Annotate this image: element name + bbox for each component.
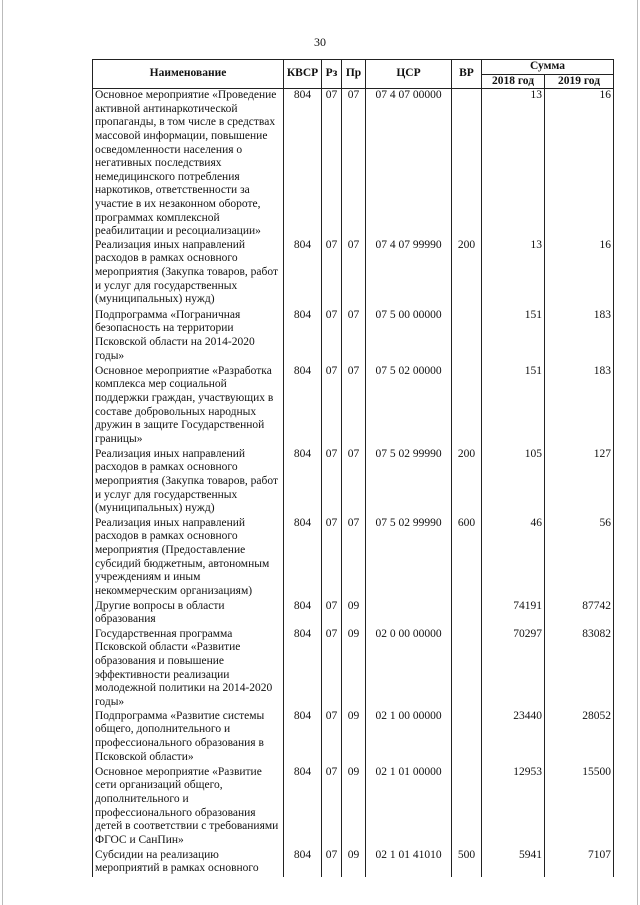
row-rz: 07 — [322, 239, 342, 309]
row-kvsr: 804 — [284, 628, 322, 710]
row-csr: 07 5 00 00000 — [366, 309, 452, 365]
header-rz: Рз — [322, 60, 342, 89]
row-2019: 15500 — [545, 766, 614, 849]
row-pr: 07 — [342, 89, 366, 239]
row-vr: 200 — [452, 239, 482, 309]
row-kvsr: 804 — [284, 849, 322, 877]
header-kvsr: КВСР — [284, 60, 322, 89]
row-2019: 28052 — [545, 710, 614, 766]
row-2019: 16 — [545, 239, 614, 309]
row-csr: 02 0 00 00000 — [366, 628, 452, 710]
row-2019: 56 — [545, 517, 614, 600]
row-kvsr: 804 — [284, 89, 322, 239]
row-2019: 183 — [545, 309, 614, 365]
row-kvsr: 804 — [284, 448, 322, 517]
budget-table — [92, 59, 614, 877]
row-kvsr: 804 — [284, 239, 322, 309]
row-name: Государственная программа Псковской области «Развитие образования и повышение эффективности реализации молодежной политики на 2014-2020 годы» — [93, 628, 284, 710]
row-name: Основное мероприятие «Развитие сети организаций общего, дополнительного и профессионального образования детей в соответствии с требованиями ФГОС и СанПин» — [93, 766, 284, 849]
row-vr — [452, 628, 482, 710]
table-row — [93, 89, 614, 239]
row-2018: 5941 — [482, 849, 545, 877]
row-2018: 70297 — [482, 628, 545, 710]
table-body — [93, 89, 614, 877]
row-2019: 127 — [545, 448, 614, 517]
row-vr: 600 — [452, 517, 482, 600]
row-rz: 07 — [322, 710, 342, 766]
row-csr: 07 5 02 99990 — [366, 517, 452, 600]
row-kvsr: 804 — [284, 600, 322, 628]
row-2018: 23440 — [482, 710, 545, 766]
page-number: 30 — [314, 35, 326, 49]
row-name: Основное мероприятие «Разработка комплекса мер социальной поддержки граждан, участвующих в составе добровольных народных дружин в защите Государственной границы» — [93, 365, 284, 448]
header-name: Наименование — [93, 60, 284, 89]
row-2018: 13 — [482, 89, 545, 239]
row-name: Подпрограмма «Пограничная безопасность на территории Псковской области на 2014-2020 годы» — [93, 309, 284, 365]
row-name: Подпрограмма «Развитие системы общего, дополнительного и профессионального образования в Псковской области» — [93, 710, 284, 766]
table-row — [93, 309, 614, 365]
row-name: Реализация иных направлений расходов в рамках основного мероприятия (Предоставление субсидий бюджетным, автономным учреждениям и иным некоммерческим организациям) — [93, 517, 284, 600]
row-2018: 74191 — [482, 600, 545, 628]
row-rz: 07 — [322, 766, 342, 849]
row-rz: 07 — [322, 309, 342, 365]
table-row — [93, 365, 614, 448]
row-kvsr: 804 — [284, 710, 322, 766]
row-vr — [452, 710, 482, 766]
header-2018: 2018 год — [482, 74, 545, 89]
row-name: Субсидии на реализацию мероприятий в рамках основного — [93, 849, 284, 877]
header-sum: Сумма — [482, 60, 614, 75]
row-csr: 07 4 07 99990 — [366, 239, 452, 309]
header-vr: ВР — [452, 60, 482, 89]
row-csr: 02 1 01 00000 — [366, 766, 452, 849]
header-pr: Пр — [342, 60, 366, 89]
table-row — [93, 766, 614, 849]
row-vr — [452, 766, 482, 849]
row-pr: 09 — [342, 766, 366, 849]
row-pr: 09 — [342, 849, 366, 877]
row-2019: 183 — [545, 365, 614, 448]
row-kvsr: 804 — [284, 517, 322, 600]
row-pr: 09 — [342, 600, 366, 628]
row-pr: 09 — [342, 628, 366, 710]
row-2019: 16 — [545, 89, 614, 239]
row-rz: 07 — [322, 600, 342, 628]
row-rz: 07 — [322, 89, 342, 239]
row-2018: 13 — [482, 239, 545, 309]
row-csr: 07 5 02 99990 — [366, 448, 452, 517]
row-2018: 151 — [482, 365, 545, 448]
header-2019: 2019 год — [545, 74, 614, 89]
row-rz: 07 — [322, 849, 342, 877]
row-vr — [452, 89, 482, 239]
row-2019: 7107 — [545, 849, 614, 877]
row-2019: 83082 — [545, 628, 614, 710]
row-pr: 07 — [342, 365, 366, 448]
row-rz: 07 — [322, 365, 342, 448]
row-2019: 87742 — [545, 600, 614, 628]
row-pr: 07 — [342, 309, 366, 365]
row-2018: 151 — [482, 309, 545, 365]
row-rz: 07 — [322, 628, 342, 710]
row-vr — [452, 365, 482, 448]
table-row — [93, 448, 614, 517]
table-row — [93, 600, 614, 628]
right-page-edge — [637, 0, 638, 905]
row-csr — [366, 600, 452, 628]
row-pr: 07 — [342, 517, 366, 600]
row-name: Основное мероприятие «Проведение активной антинаркотической пропаганды, в том числе в средствах массовой информации, повышение осведомленности населения о негативных последствиях немедицинского потребления наркотиков, ответственности за участие в их незаконном обороте, программах комплексной реабилитации и ресоциализации» — [93, 89, 284, 239]
row-csr: 07 5 02 00000 — [366, 365, 452, 448]
row-csr: 07 4 07 00000 — [366, 89, 452, 239]
row-vr — [452, 309, 482, 365]
row-2018: 105 — [482, 448, 545, 517]
row-rz: 07 — [322, 448, 342, 517]
row-vr: 500 — [452, 849, 482, 877]
row-2018: 12953 — [482, 766, 545, 849]
row-2018: 46 — [482, 517, 545, 600]
left-page-edge — [2, 0, 3, 905]
table-row — [93, 849, 614, 877]
row-pr: 09 — [342, 710, 366, 766]
row-kvsr: 804 — [284, 309, 322, 365]
table-header — [93, 60, 614, 89]
table-row — [93, 517, 614, 600]
row-vr — [452, 600, 482, 628]
row-kvsr: 804 — [284, 766, 322, 849]
table-row — [93, 628, 614, 710]
table-row — [93, 710, 614, 766]
table-row — [93, 239, 614, 309]
row-csr: 02 1 00 00000 — [366, 710, 452, 766]
row-rz: 07 — [322, 517, 342, 600]
row-csr: 02 1 01 41010 — [366, 849, 452, 877]
row-vr: 200 — [452, 448, 482, 517]
row-name: Реализация иных направлений расходов в рамках основного мероприятия (Закупка товаров, работ и услуг для государственных (муниципальных) нужд) — [93, 448, 284, 517]
row-kvsr: 804 — [284, 365, 322, 448]
row-pr: 07 — [342, 448, 366, 517]
row-name: Реализация иных направлений расходов в рамках основного мероприятия (Закупка товаров, работ и услуг для государственных (муниципальных) нужд) — [93, 239, 284, 309]
row-name: Другие вопросы в области образования — [93, 600, 284, 628]
row-pr: 07 — [342, 239, 366, 309]
header-csr: ЦСР — [366, 60, 452, 89]
